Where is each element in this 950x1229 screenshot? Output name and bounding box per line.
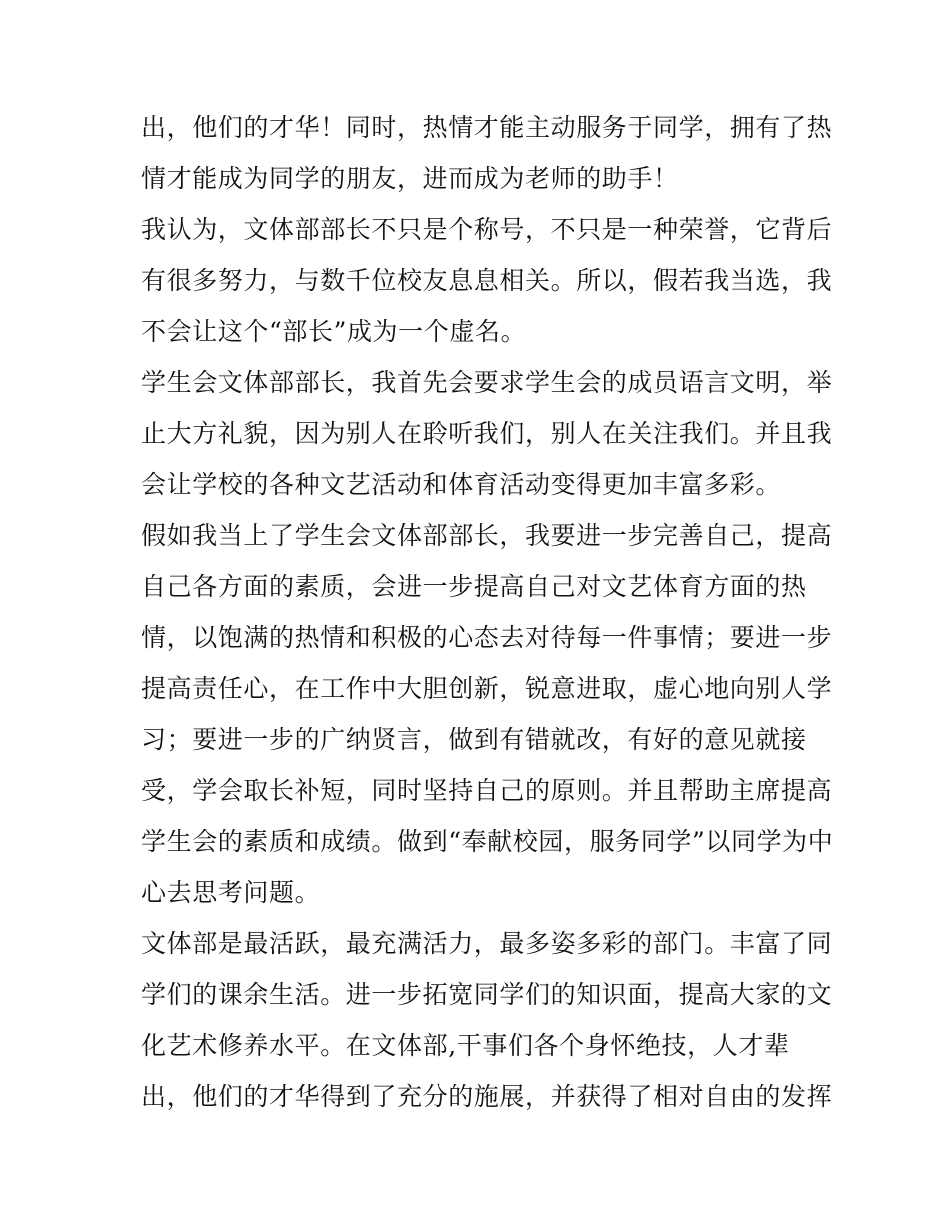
text-line: 出，他们的才华！同时，热情才能主动服务于同学，拥有了热 [141, 113, 833, 142]
text-line: 会让学校的各种文艺活动和体育活动变得更加丰富多彩。 [141, 470, 782, 499]
text-line: 止大方礼貌，因为别人在聆听我们，别人在关注我们。并且我 [141, 419, 833, 448]
text-line: 情才能成为同学的朋友，进而成为老师的助手！ [141, 164, 679, 193]
text-line: 学生会文体部部长，我首先会要求学生会的成员语言文明，举 [141, 368, 833, 397]
text-line: 假如我当上了学生会文体部部长，我要进一步完善自己，提高 [141, 521, 833, 550]
text-line: 自己各方面的素质，会进一步提高自己对文艺体育方面的热 [141, 572, 807, 601]
text-line: 提高责任心，在工作中大胆创新，锐意进取，虚心地向别人学 [141, 674, 833, 703]
text-line: 学生会的素质和成绩。做到“奉献校园，服务同学”以同学为中 [141, 827, 834, 856]
text-line: 受，学会取长补短，同时坚持自己的原则。并且帮助主席提高 [141, 776, 833, 805]
text-line: 心去思考问题。 [141, 878, 321, 907]
text-line: 情，以饱满的热情和积极的心态去对待每一件事情；要进一步 [141, 623, 833, 652]
text-line: 习；要进一步的广纳贤言，做到有错就改，有好的意见就接 [141, 725, 807, 754]
text-line: 化艺术修养水平。在文体部,干事们各个身怀绝技，人才辈 [141, 1031, 790, 1060]
text-line: 有很多努力，与数千位校友息息相关。所以，假若我当选，我 [141, 266, 833, 295]
text-line: 我认为，文体部部长不只是个称号，不只是一种荣誉，它背后 [141, 215, 833, 244]
text-line: 出，他们的才华得到了充分的施展，并获得了相对自由的发挥 [141, 1082, 833, 1111]
text-line: 不会让这个“部长”成为一个虚名。 [141, 317, 527, 346]
text-line: 学们的课余生活。进一步拓宽同学们的知识面，提高大家的文 [141, 980, 833, 1009]
text-line: 文体部是最活跃，最充满活力，最多姿多彩的部门。丰富了同 [141, 929, 833, 958]
